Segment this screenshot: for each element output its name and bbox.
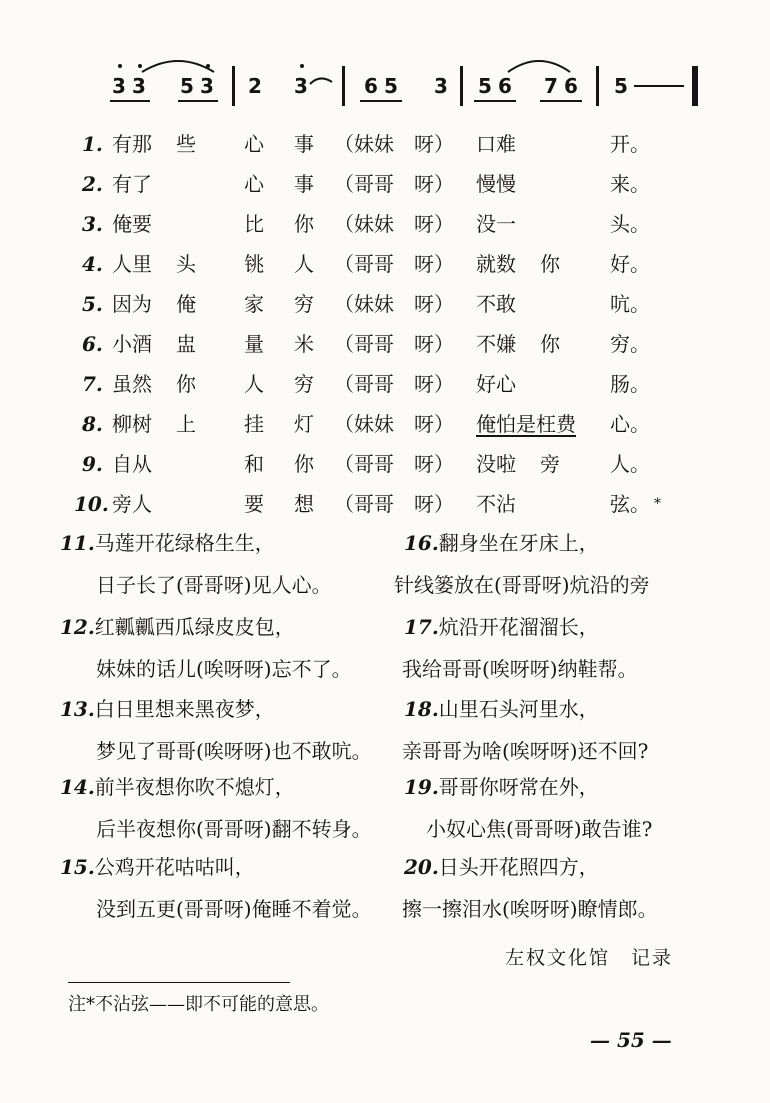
tie-mark bbox=[308, 74, 336, 90]
stanza-line1: 白日里想来黑夜梦， bbox=[94, 697, 275, 721]
verse-number: 8. bbox=[82, 412, 103, 436]
verse-word: 肠。 bbox=[610, 372, 650, 396]
verse-word: 人 bbox=[294, 252, 314, 276]
verse-refrain: （哥哥 呀） bbox=[334, 492, 454, 516]
verse-word: 你 bbox=[540, 332, 560, 356]
verse-word: 你 bbox=[294, 452, 314, 476]
note-dot bbox=[118, 64, 122, 68]
verse-word: 家 bbox=[244, 292, 264, 316]
beam-underline bbox=[360, 100, 402, 102]
verse-word: 心。 bbox=[610, 412, 650, 436]
verse-word: 头 bbox=[176, 252, 196, 276]
jianpu-notation bbox=[108, 56, 708, 116]
stanza-line2: 亲哥哥为啥(唉呀呀)还不回? bbox=[402, 739, 649, 763]
verse-word: 铫 bbox=[244, 252, 264, 276]
verse-word: 心 bbox=[244, 132, 264, 156]
stanza-line1: 公鸡开花咕咕叫， bbox=[94, 855, 255, 879]
verse-word: 穷。 bbox=[610, 332, 650, 356]
verse-refrain: （哥哥 呀） bbox=[334, 452, 454, 476]
verse-word: 俺要 bbox=[112, 212, 152, 236]
verse-word: 来。 bbox=[610, 172, 650, 196]
note: 6 bbox=[498, 74, 512, 98]
stanza-line2: 妹妹的话儿(唉呀呀)忘不了。 bbox=[96, 657, 352, 681]
stanza-left bbox=[60, 528, 332, 600]
verse-refrain: （哥哥 呀） bbox=[334, 172, 454, 196]
note: 3 bbox=[294, 74, 308, 98]
verse-word: 就数 bbox=[476, 252, 516, 276]
verse-word: 心 bbox=[244, 172, 264, 196]
verse-word: 没啦 bbox=[476, 452, 516, 476]
stanza-line2: 我给哥哥(唉呀呀)纳鞋帮。 bbox=[402, 657, 638, 681]
stanza-line2: 梦见了哥哥(唉呀呀)也不敢吭。 bbox=[96, 739, 372, 763]
verse-word: 想 bbox=[294, 492, 314, 516]
stanza-number: 17. bbox=[404, 615, 439, 639]
barline bbox=[342, 66, 345, 106]
verse-word: 开。 bbox=[610, 132, 650, 156]
verse-refrain: （妹妹 呀） bbox=[334, 132, 454, 156]
verse-word: 挂 bbox=[244, 412, 264, 436]
stanza-line2: 没到五更(哥哥呀)俺睡不着觉。 bbox=[96, 897, 372, 921]
stanza-line2: 小奴心焦(哥哥呀)敢告谁? bbox=[426, 817, 653, 841]
note: 3 bbox=[200, 74, 214, 98]
stanza-line2: 后半夜想你(哥哥呀)翻不转身。 bbox=[96, 817, 372, 841]
verse-number: 5. bbox=[82, 292, 103, 316]
verse-number: 3. bbox=[82, 212, 103, 236]
verse-word: 虽然 bbox=[112, 372, 152, 396]
note: 7 bbox=[544, 74, 558, 98]
verse-number: 6. bbox=[82, 332, 103, 356]
verse-word: 你 bbox=[540, 252, 560, 276]
stanza-number: 16. bbox=[404, 531, 439, 555]
footnote-divider bbox=[68, 982, 290, 983]
verse-word: 比 bbox=[244, 212, 264, 236]
stanza-line1: 炕沿开花溜溜长， bbox=[438, 615, 599, 639]
verse-word: 事 bbox=[294, 172, 314, 196]
verse-refrain: （妹妹 呀） bbox=[334, 292, 454, 316]
verse-number: 9. bbox=[82, 452, 103, 476]
stanza-number: 15. bbox=[60, 855, 95, 879]
verse-word: 自从 bbox=[112, 452, 152, 476]
note: 3 bbox=[112, 74, 126, 98]
note: 6 bbox=[564, 74, 578, 98]
barline bbox=[232, 66, 235, 106]
verse-word: 穷 bbox=[294, 372, 314, 396]
slur-arc bbox=[504, 56, 574, 76]
stanza-number: 12. bbox=[60, 615, 95, 639]
verse-number: 4. bbox=[82, 252, 103, 276]
verse-number: 10. bbox=[74, 492, 109, 516]
verse-word: 人。 bbox=[610, 452, 650, 476]
verse-row bbox=[0, 128, 770, 160]
note: 2 bbox=[248, 74, 262, 98]
barline bbox=[596, 66, 599, 106]
stanza-line2: 日子长了(哥哥呀)见人心。 bbox=[96, 573, 332, 597]
verse-word: 盅 bbox=[176, 332, 196, 356]
stanza-left bbox=[60, 612, 352, 684]
verse-number: 1. bbox=[82, 132, 103, 156]
stanza-line1: 日头开花照四方， bbox=[438, 855, 599, 879]
verse-row bbox=[0, 168, 770, 200]
verse-row bbox=[0, 248, 770, 280]
note: 3 bbox=[434, 74, 448, 98]
page-number: — 55 — bbox=[590, 1028, 672, 1052]
stanza-number: 11. bbox=[60, 531, 95, 555]
stanza-left bbox=[60, 852, 372, 924]
verse-word: 旁人 bbox=[112, 492, 152, 516]
verse-word: 有那 bbox=[112, 132, 152, 156]
footnote-marker: * bbox=[654, 496, 661, 512]
verse-refrain: （哥哥 呀） bbox=[334, 372, 454, 396]
stanza-line1: 马莲开花绿格生生， bbox=[94, 531, 275, 555]
stanza-line1: 山里石头河里水， bbox=[438, 697, 599, 721]
barline bbox=[460, 66, 463, 106]
verse-word: 事 bbox=[294, 132, 314, 156]
beam-underline bbox=[110, 100, 150, 102]
stanza-right bbox=[404, 612, 638, 684]
verse-word: 吭。 bbox=[610, 292, 650, 316]
note: 3 bbox=[132, 74, 146, 98]
note-dot bbox=[300, 64, 304, 68]
beam-underline bbox=[178, 100, 218, 102]
verse-refrain: （哥哥 呀） bbox=[334, 252, 454, 276]
verse-word: 柳树 bbox=[112, 412, 152, 436]
verse-row bbox=[0, 408, 770, 440]
note: 5 bbox=[478, 74, 492, 98]
stanza-right bbox=[394, 528, 650, 600]
verse-word: 口难 bbox=[476, 132, 516, 156]
verse-word: 不沾 bbox=[476, 492, 516, 516]
verse-word: 和 bbox=[244, 452, 264, 476]
verse-row bbox=[0, 288, 770, 320]
stanza-number: 14. bbox=[60, 775, 95, 799]
note: 5 bbox=[614, 74, 628, 98]
verse-word: 好心 bbox=[476, 372, 516, 396]
verse-refrain: （妹妹 呀） bbox=[334, 412, 454, 436]
beam-underline bbox=[540, 100, 582, 102]
stanza-line2: 擦一擦泪水(唉呀呀)瞭情郎。 bbox=[402, 897, 658, 921]
beam-underline bbox=[474, 100, 516, 102]
stanza-number: 13. bbox=[60, 697, 95, 721]
verse-word: 上 bbox=[176, 412, 196, 436]
verse-word: 旁 bbox=[540, 452, 560, 476]
stanza-left bbox=[60, 772, 372, 844]
verse-word: 头。 bbox=[610, 212, 650, 236]
verse-word: 你 bbox=[176, 372, 196, 396]
stanza-right bbox=[404, 772, 652, 844]
stanza-number: 18. bbox=[404, 697, 439, 721]
stanza-right bbox=[404, 852, 658, 924]
verse-word: 米 bbox=[294, 332, 314, 356]
stanza-line1: 翻身坐在牙床上， bbox=[438, 531, 599, 555]
stanza-line2: 针线篓放在(哥哥呀)炕沿的旁 bbox=[394, 573, 650, 597]
verse-word: 弦。 bbox=[610, 492, 650, 516]
footnote: 注*不沾弦——即不可能的意思。 bbox=[68, 994, 329, 1015]
stanza-number: 20. bbox=[404, 855, 439, 879]
verse-word: 些 bbox=[176, 132, 196, 156]
stanza-line1: 红瓤瓤西瓜绿皮皮包， bbox=[94, 615, 295, 639]
verse-word: 不敢 bbox=[476, 292, 516, 316]
note: 5 bbox=[384, 74, 398, 98]
verse-word: 慢慢 bbox=[476, 172, 516, 196]
verse-word: 要 bbox=[244, 492, 264, 516]
verse-row bbox=[0, 488, 770, 520]
stanza-left bbox=[60, 694, 372, 766]
verse-word: 没一 bbox=[476, 212, 516, 236]
stanza-line1: 前半夜想你吹不熄灯， bbox=[94, 775, 295, 799]
verse-word: 灯 bbox=[294, 412, 314, 436]
note: 5 bbox=[180, 74, 194, 98]
verse-word: 俺 bbox=[176, 292, 196, 316]
verse-word: 人里 bbox=[112, 252, 152, 276]
verse-word: 有了 bbox=[112, 172, 152, 196]
verse-word: 量 bbox=[244, 332, 264, 356]
verse-word: 因为 bbox=[112, 292, 152, 316]
verse-word: 好。 bbox=[610, 252, 650, 276]
final-barline bbox=[692, 66, 698, 106]
verse-row bbox=[0, 448, 770, 480]
stanza-line1: 哥哥你呀常在外， bbox=[438, 775, 599, 799]
stanza-number: 19. bbox=[404, 775, 439, 799]
verse-word-underlined: 俺怕是枉费 bbox=[476, 412, 576, 436]
verse-word: 不嫌 bbox=[476, 332, 516, 356]
verse-word: 穷 bbox=[294, 292, 314, 316]
verse-number: 7. bbox=[82, 372, 103, 396]
verse-word: 你 bbox=[294, 212, 314, 236]
credit-line: 左权文化馆 记录 bbox=[505, 947, 674, 969]
verse-row bbox=[0, 368, 770, 400]
verse-number: 2. bbox=[82, 172, 103, 196]
verse-word: 人 bbox=[244, 372, 264, 396]
stanza-right bbox=[404, 694, 648, 766]
verse-word: 小酒 bbox=[112, 332, 152, 356]
verse-row bbox=[0, 208, 770, 240]
hold-dash bbox=[634, 85, 684, 87]
verse-refrain: （哥哥 呀） bbox=[334, 332, 454, 356]
verse-refrain: （妹妹 呀） bbox=[334, 212, 454, 236]
verse-row bbox=[0, 328, 770, 360]
note: 6 bbox=[364, 74, 378, 98]
slur-arc bbox=[138, 56, 218, 76]
